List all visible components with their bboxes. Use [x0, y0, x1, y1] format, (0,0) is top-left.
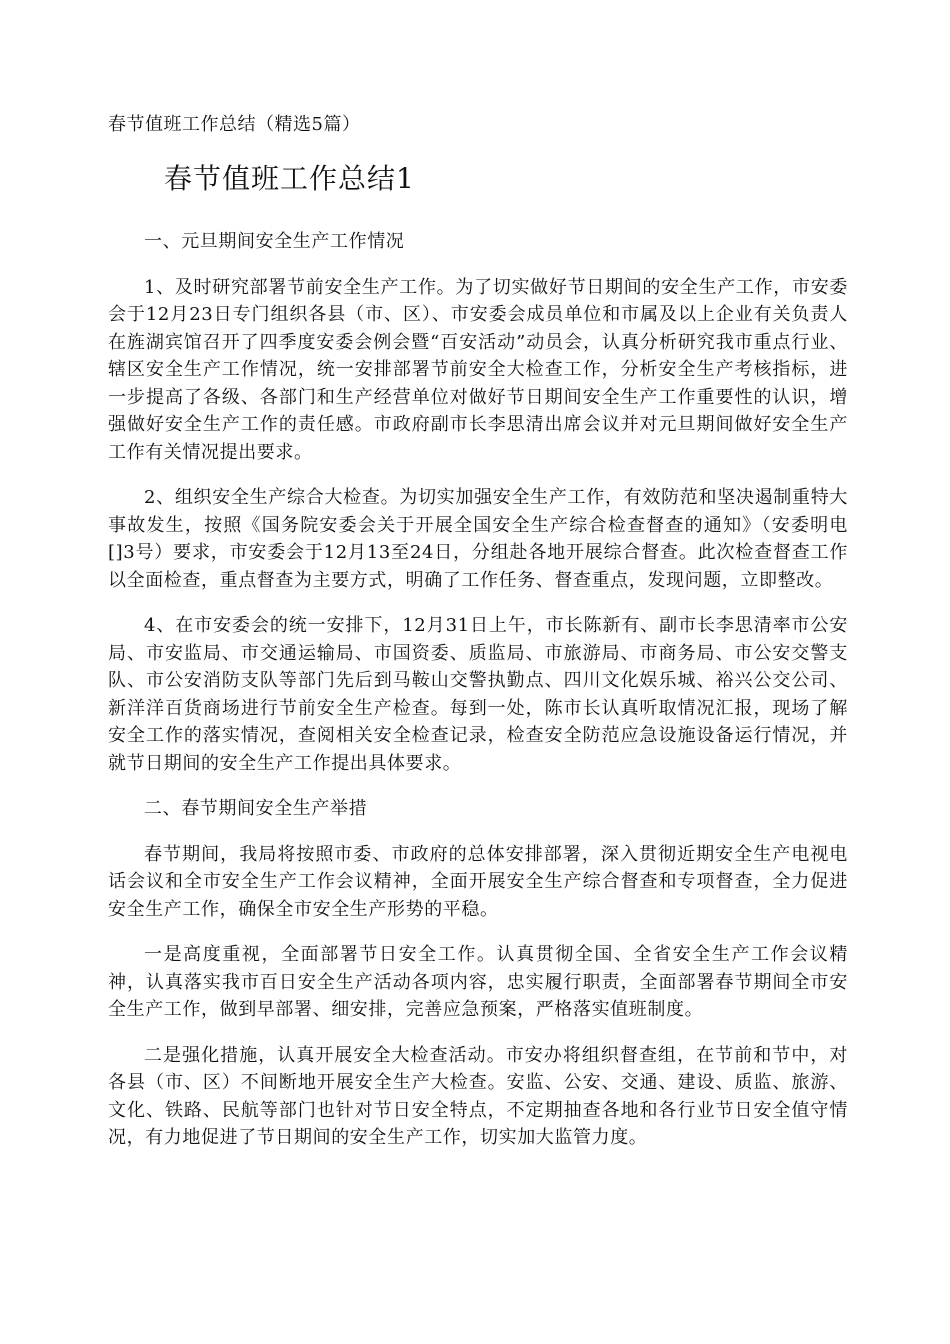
document-title: 春节值班工作总结（精选5篇）: [108, 114, 361, 135]
subheading-2: 二、春节期间安全生产举措: [144, 798, 368, 819]
paragraph: 1、及时研究部署节前安全生产工作。为了切实做好节日期间的安全生产工作，市安委会于12月23日专门组织各县（市、区）、市安委会成员单位和市属及以上企业有关负责人在旌湖宾馆召开了四季度安委会例会暨“百安活动”动员会，认真分析研究我市重点行业、辖区安全生产工作情况，统一安排部署节前安全大检查工作，分析安全生产考核指标，进一步提高了各级、各部门和生产经营单位对做好节日期间安全生产工作重要性的认识，增强做好安全生产工作的责任感。市政府副市长李思清出席会议并对元旦期间做好安全生产工作有关情况提出要求。: [108, 276, 848, 463]
section-heading: 春节值班工作总结1: [164, 162, 415, 195]
paragraph: 2、组织安全生产综合大检查。为切实加强安全生产工作，有效防范和坚决遏制重特大事故发生，按照《国务院安委会关于开展全国安全生产综合检查督查的通知》（安委明电[]3号）要求，市安委会于12月13至24日，分组赴各地开展综合督查。此次检查督查工作以全面检查，重点督查为主要方式，明确了工作任务、督查重点，发现问题，立即整改。: [108, 487, 848, 591]
paragraph: 春节期间，我局将按照市委、市政府的总体安排部署，深入贯彻近期安全生产电视电话会议和全市安全生产工作会议精神，全面开展安全生产综合督查和专项督查，全力促进安全生产工作，确保全市安全生产形势的平稳。: [108, 843, 848, 920]
subheading-1: 一、元旦期间安全生产工作情况: [144, 231, 405, 252]
paragraph: 二是强化措施，认真开展安全大检查活动。市安办将组织督查组，在节前和节中，对各县（市、区）不间断地开展安全生产大检查。安监、公安、交通、建设、质监、旅游、文化、铁路、民航等部门也针对节日安全特点，不定期抽查各地和各行业节日安全值守情况，有力地促进了节日期间的安全生产工作，切实加大监管力度。: [108, 1044, 848, 1148]
document-page: [108, 112, 848, 1170]
paragraph: 一是高度重视，全面部署节日安全工作。认真贯彻全国、全省安全生产工作会议精神，认真落实我市百日安全生产活动各项内容，忠实履行职责，全面部署春节期间全市安全生产工作，做到早部署、细安排，完善应急预案，严格落实值班制度。: [108, 944, 848, 1020]
paragraph: 4、在市安委会的统一安排下，12月31日上午，市长陈新有、副市长李思清率市公安局、市安监局、市交通运输局、市国资委、质监局、市旅游局、市商务局、市公安交警支队、市公安消防支队等部门先后到马鞍山交警执勤点、四川文化娱乐城、裕兴公交公司、新洋洋百货商场进行节前安全生产检查。每到一处，陈市长认真听取情况汇报，现场了解安全工作的落实情况，查阅相关安全检查记录，检查安全防范应急设施设备运行情况，并就节日期间的安全生产工作提出具体要求。: [108, 615, 848, 774]
